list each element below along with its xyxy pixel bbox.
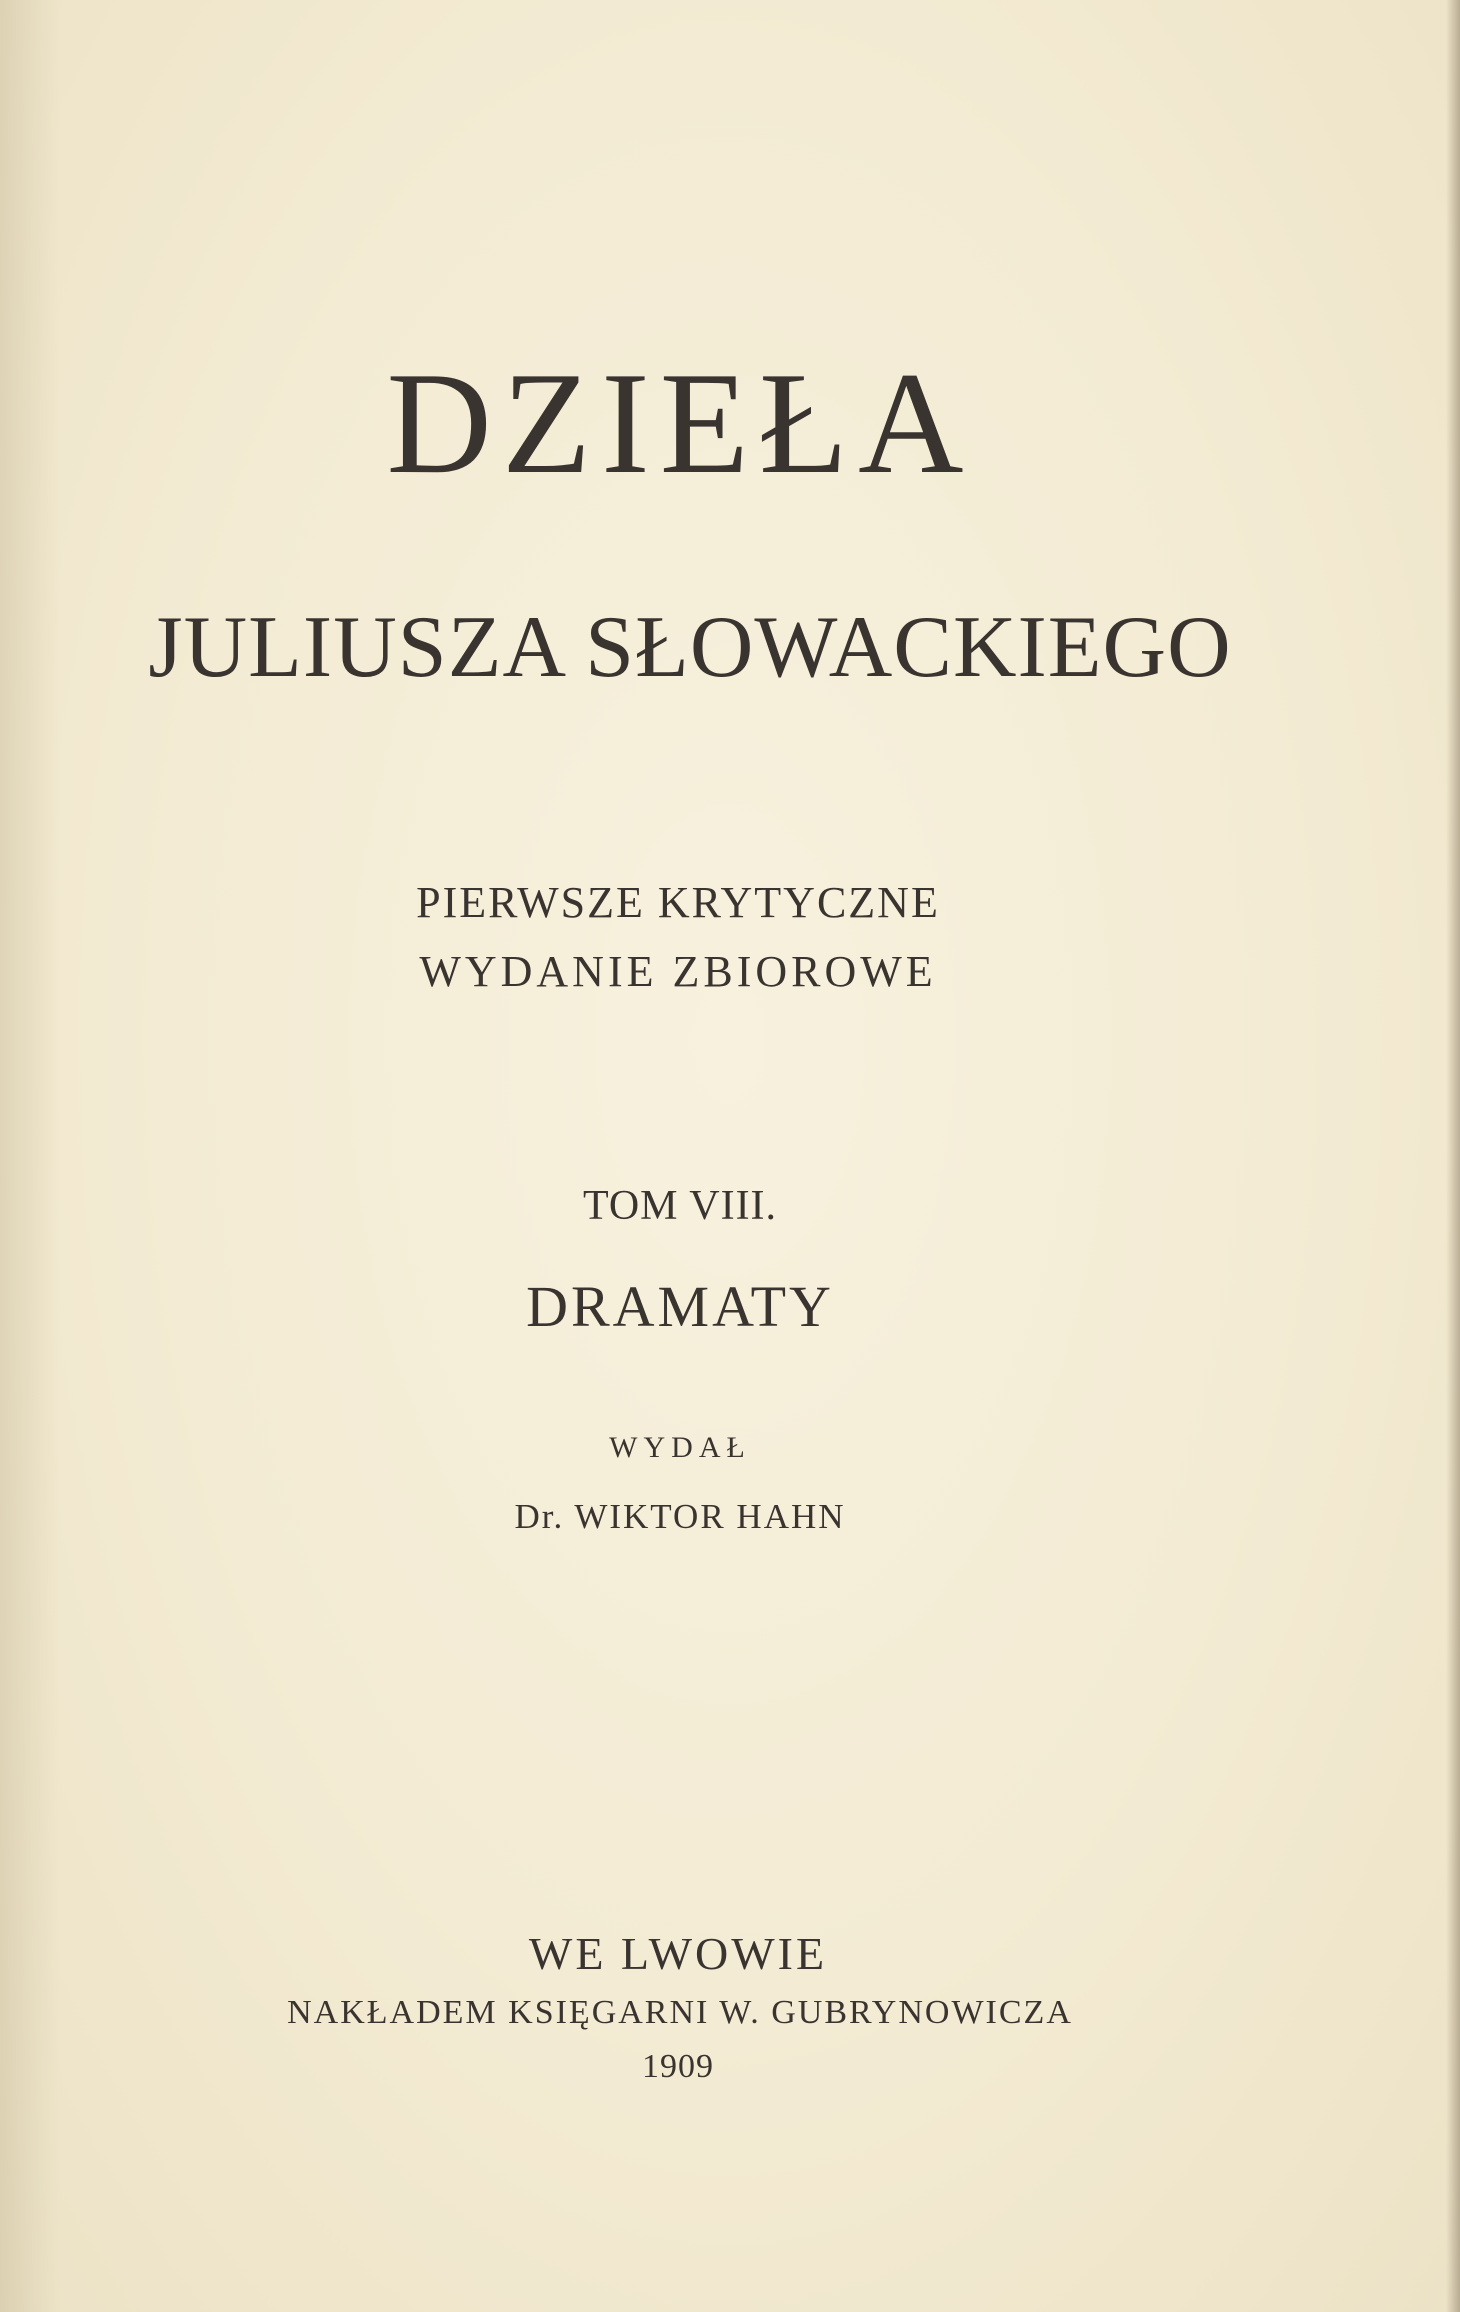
publisher: NAKŁADEM KSIĘGARNI W. GUBRYNOWICZA (287, 1994, 1073, 2031)
publication-city: WE LWOWIE (528, 1928, 828, 1979)
edition-subtitle-line-1: PIERWSZE KRYTYCZNE (416, 878, 940, 927)
edition-subtitle-line-2: WYDANIE ZBIOROWE (419, 947, 937, 996)
volume-title: DRAMATY (526, 1274, 834, 1339)
publication-year: 1909 (642, 2048, 714, 2085)
book-title: DZIEŁA (386, 342, 974, 504)
page-edge-shadow (1446, 0, 1460, 2312)
author-name: JULIUSZA SŁOWACKIEGO (148, 599, 1232, 696)
volume-number: TOM VIII. (582, 1183, 778, 1229)
edited-by-label: WYDAŁ (609, 1431, 751, 1464)
editor-name: Dr. WIKTOR HAHN (514, 1497, 846, 1536)
